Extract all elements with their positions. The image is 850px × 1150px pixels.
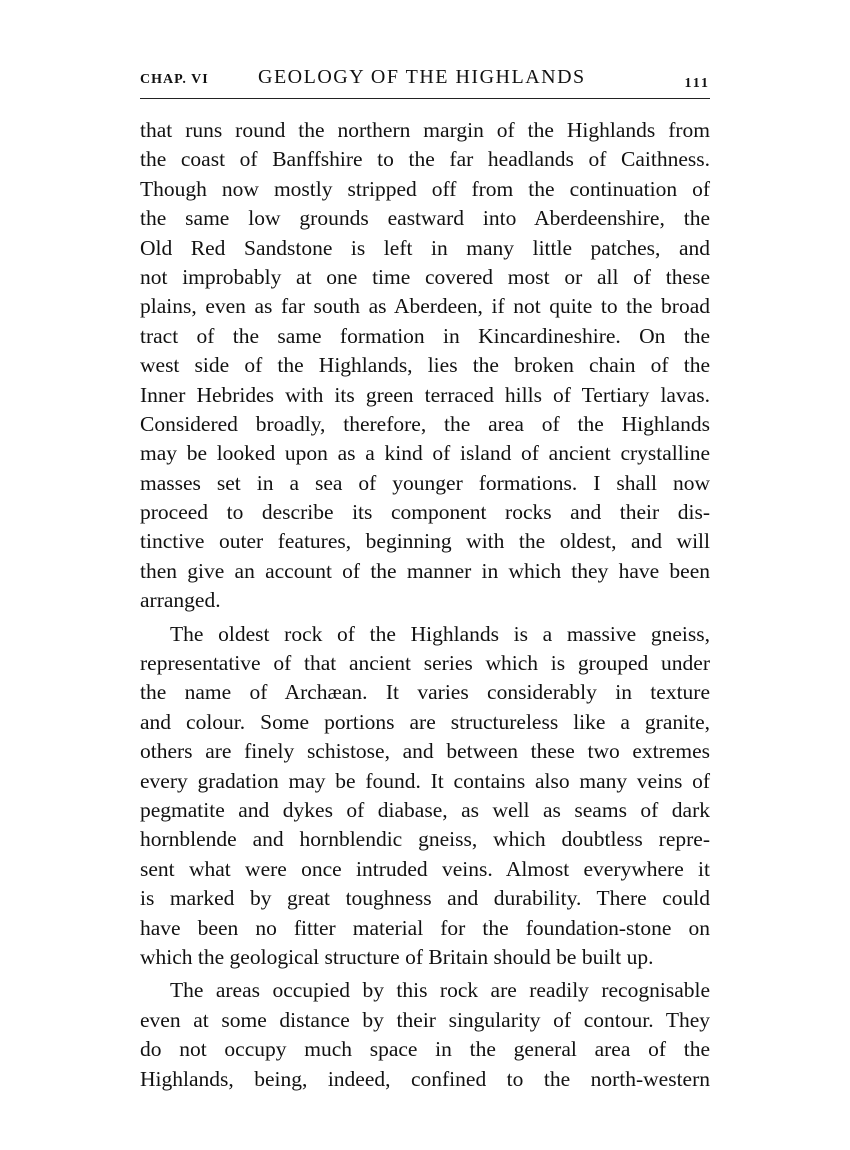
text-line: and colour. Some portions are structureless like a granite, [140, 709, 710, 734]
text-line: the coast of Banffshire to the far headlands of Caithness. [140, 147, 710, 172]
text-line: Inner Hebrides with its green terraced hills of Tertiary lavas. [140, 382, 710, 407]
text-line: which the geological structure of Britain should be built up. [140, 944, 654, 969]
text-line: tract of the same formation in Kincardineshire. On the [140, 323, 710, 348]
text-line: arranged. [140, 588, 221, 613]
body-text [140, 116, 710, 1094]
text-line: do not occupy much space in the general area of the [140, 1037, 710, 1062]
text-line: tinctive outer features, beginning with the oldest, and will [140, 529, 710, 554]
header-rule [140, 98, 710, 99]
text-line: Though now mostly stripped off from the continuation of [140, 176, 710, 201]
chapter-label: CHAP. VI [140, 72, 209, 87]
text-line: proceed to describe its component rocks and their dis- [140, 500, 710, 525]
page-title: GEOLOGY OF THE HIGHLANDS [258, 66, 586, 88]
paragraph [140, 620, 710, 973]
text-line: have been no fitter material for the foundation-stone on [140, 915, 710, 940]
text-line: sent what were once intruded veins. Almost everywhere it [140, 856, 710, 881]
paragraph [140, 976, 710, 1094]
text-line: plains, even as far south as Aberdeen, if not quite to the broad [140, 294, 710, 319]
text-line: every gradation may be found. It contains also many veins of [140, 768, 710, 793]
text-line: the name of Archæan. It varies considerably in texture [140, 680, 710, 705]
text-line: hornblende and hornblendic gneiss, which doubtless repre- [140, 827, 710, 852]
text-line: not improbably at one time covered most or all of these [140, 264, 710, 289]
text-line: even at some distance by their singularity of contour. They [140, 1007, 710, 1032]
text-line: may be looked upon as a kind of island of ancient crystalline [140, 441, 710, 466]
text-line: west side of the Highlands, lies the broken chain of the [140, 353, 710, 378]
text-line: representative of that ancient series which is grouped under [140, 651, 710, 676]
text-line: masses set in a sea of younger formations. I shall now [140, 470, 710, 495]
text-line: The areas occupied by this rock are readily recognisable [170, 978, 710, 1003]
text-line: others are finely schistose, and between these two extremes [140, 739, 710, 764]
text-line: that runs round the northern margin of the Highlands from [140, 118, 710, 142]
text-line: Old Red Sandstone is left in many little patches, and [140, 235, 710, 260]
text-line: is marked by great toughness and durability. There could [140, 886, 710, 911]
paragraph [140, 116, 710, 616]
text-line: pegmatite and dykes of diabase, as well as seams of dark [140, 797, 710, 822]
text-line: The oldest rock of the Highlands is a massive gneiss, [170, 621, 710, 646]
text-line: Highlands, being, indeed, confined to the north-western [140, 1066, 710, 1091]
page-number: 111 [684, 76, 710, 91]
text-line: Considered broadly, therefore, the area of the Highlands [140, 411, 710, 436]
running-head [140, 66, 710, 90]
text-line: then give an account of the manner in which they have been [140, 558, 710, 583]
text-line: the same low grounds eastward into Aberdeenshire, the [140, 206, 710, 231]
